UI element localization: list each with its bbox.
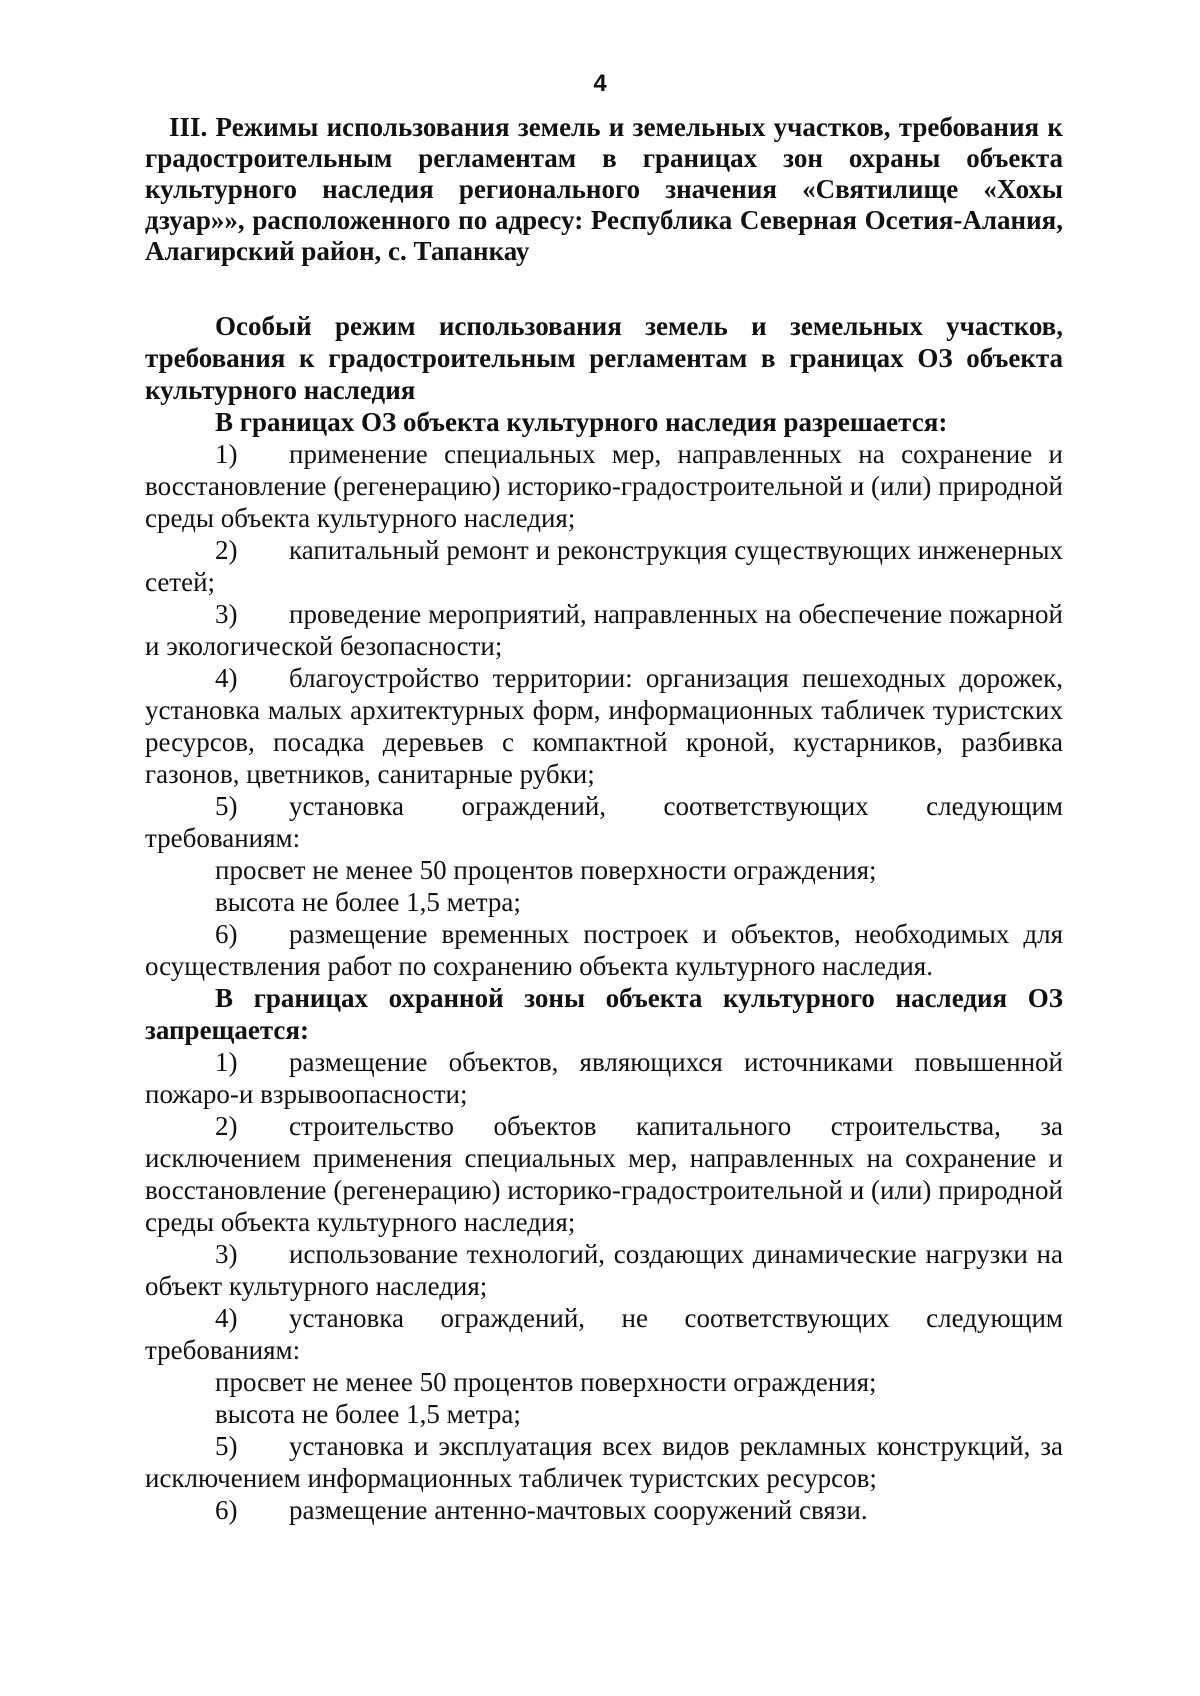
allowed-item-5	[145, 790, 1063, 854]
allowed-item-2	[145, 534, 1063, 598]
allowed-item-1	[145, 438, 1063, 534]
allowed-item-3	[145, 598, 1063, 662]
prohibited-item-4	[145, 1302, 1063, 1366]
allowed-requirement-1: просвет не менее 50 процентов поверхности ограждения;	[215, 855, 877, 885]
prohibited-item-2	[145, 1110, 1063, 1238]
item-number: 5)	[215, 791, 238, 821]
item-number: 5)	[215, 1431, 238, 1461]
item-number: 4)	[215, 1303, 238, 1333]
prohibited-heading: В границах охранной зоны объекта культурного наследия ОЗ запрещается:	[145, 983, 1063, 1045]
item-number: 4)	[215, 663, 238, 693]
item-text: строительство объектов капитального строительства, за исключением применения специальных мер, направленных на сохранение и восстановление (регенерацию) историко-градостроительной и (или) природной среды объекта культурного наследия;	[145, 1111, 1063, 1237]
item-text: использование технологий, создающих динамические нагрузки на объект культурного наследия;	[145, 1239, 1063, 1301]
prohibited-item-3	[145, 1238, 1063, 1302]
prohibited-item-6	[145, 1494, 1063, 1526]
item-number: 1)	[215, 1047, 238, 1077]
item-number: 3)	[215, 599, 238, 629]
section-title: III. Режимы использования земель и земельных участков, требования к градостроительным регламентам в границах зон охраны объекта культурного наследия регионального значения «Святилище «Хохы дзуар»», расположенного по адресу: Республика Северная Осетия-Алания, Алагирский район, с. Тапанкау	[145, 112, 1063, 266]
prohibited-requirement-1: просвет не менее 50 процентов поверхности ограждения;	[215, 1367, 877, 1397]
item-text: капитальный ремонт и реконструкция существующих инженерных сетей;	[145, 535, 1063, 597]
special-regime-heading: Особый режим использования земель и земельных участков, требования к градостроительным регламентам в границах ОЗ объекта культурного наследия	[145, 311, 1063, 405]
item-number: 2)	[215, 535, 238, 565]
item-number: 3)	[215, 1239, 238, 1269]
item-text: размещение временных построек и объектов, необходимых для осуществления работ по сохранению объекта культурного наследия.	[145, 919, 1063, 981]
allowed-item-4	[145, 662, 1063, 790]
item-number: 6)	[215, 1495, 238, 1525]
prohibited-item-5	[145, 1430, 1063, 1494]
prohibited-requirement-2: высота не более 1,5 метра;	[215, 1399, 521, 1429]
item-text: благоустройство территории: организация пешеходных дорожек, установка малых архитектурных форм, информационных табличек туристских ресурсов, посадка деревьев с компактной кроной, кустарников, разбивка газонов, цветников, санитарные рубки;	[145, 663, 1063, 789]
document-body	[145, 310, 1063, 1526]
item-number: 2)	[215, 1111, 238, 1141]
item-text: применение специальных мер, направленных на сохранение и восстановление (регенерацию) историко-градостроительной и (или) природной среды объекта культурного наследия;	[145, 439, 1063, 533]
item-text: установка ограждений, соответствующих следующим требованиям:	[145, 791, 1063, 853]
item-text: установка ограждений, не соответствующих следующим требованиям:	[145, 1303, 1063, 1365]
item-text: установка и эксплуатация всех видов рекламных конструкций, за исключением информационных табличек туристских ресурсов;	[145, 1431, 1063, 1493]
item-number: 1)	[215, 439, 238, 469]
prohibited-item-1	[145, 1046, 1063, 1110]
allowed-heading: В границах ОЗ объекта культурного наследия разрешается:	[215, 407, 948, 437]
allowed-item-6	[145, 918, 1063, 982]
page-number: 4	[593, 70, 607, 97]
item-text: размещение антенно-мачтовых сооружений связи.	[289, 1495, 868, 1525]
item-text: проведение мероприятий, направленных на обеспечение пожарной и экологической безопасности;	[145, 599, 1063, 661]
item-number: 6)	[215, 919, 238, 949]
allowed-requirement-2: высота не более 1,5 метра;	[215, 887, 521, 917]
item-text: размещение объектов, являющихся источниками повышенной пожаро-и взрывоопасности;	[145, 1047, 1063, 1109]
